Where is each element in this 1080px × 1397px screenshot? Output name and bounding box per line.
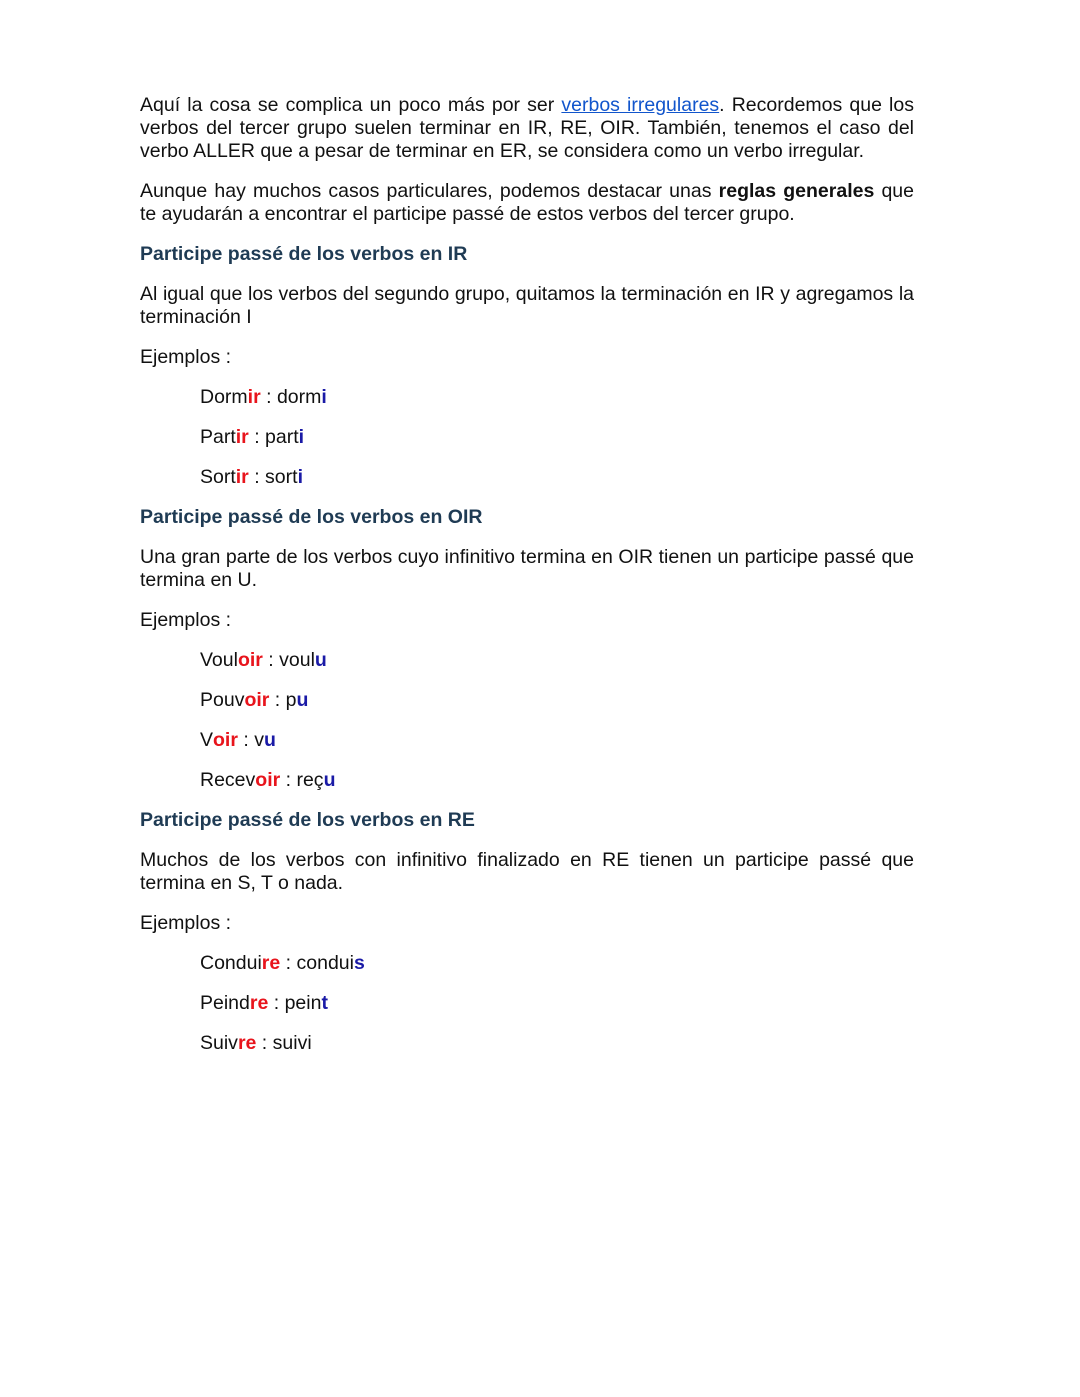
examples-label: Ejemplos : [140,346,232,368]
section-text-ir: Al igual que los verbos del segundo grupo, quitamos la terminación en IR y agregamos la terminación I [140,283,914,328]
intro-text: Aquí la cosa se complica un poco más por ser [140,94,562,116]
example-item: Peindre : peint [200,992,328,1014]
example-item: Conduire : conduis [200,952,365,974]
bold-text: reglas generales [718,180,875,202]
intro-text: Aunque hay muchos casos particulares, podemos destacar unas [140,180,719,202]
example-item: Vouloir : voulu [200,649,327,671]
section-heading-oir: Participe passé de los verbos en OIR [140,506,483,528]
example-item: Pouvoir : pu [200,689,309,711]
intro-paragraph-1 [140,94,914,163]
example-item: Partir : parti [200,426,305,448]
example-item: Dormir : dormi [200,386,327,408]
example-item: Recevoir : reçu [200,769,336,791]
intro-text: que te ayudarán a encontrar el participe passé de estos verbos del tercer grupo. [140,180,915,225]
intro-paragraph-2 [140,180,914,226]
document-page [140,94,914,1072]
example-item: Voir : vu [200,729,276,751]
section-heading-re: Participe passé de los verbos en RE [140,809,475,831]
section-heading-ir: Participe passé de los verbos en IR [140,243,468,265]
example-item: Suivre : suivi [200,1032,312,1054]
example-item: Sortir : sorti [200,466,303,488]
section-text-re: Muchos de los verbos con infinitivo finalizado en RE tienen un participe passé que termina en S, T o nada. [140,849,914,894]
examples-label: Ejemplos : [140,912,232,934]
examples-label: Ejemplos : [140,609,232,631]
intro-text: . Recordemos que los verbos del tercer grupo suelen terminar en IR, RE, OIR. También, tenemos el caso del verbo ALLER que a pesar de terminar en ER, se considera como un verbo irregular. [140,94,914,162]
section-text-oir: Una gran parte de los verbos cuyo infinitivo termina en OIR tienen un participe passé que termina en U. [140,546,914,591]
verbos-irregulares-link[interactable]: verbos irregulares [561,94,720,116]
